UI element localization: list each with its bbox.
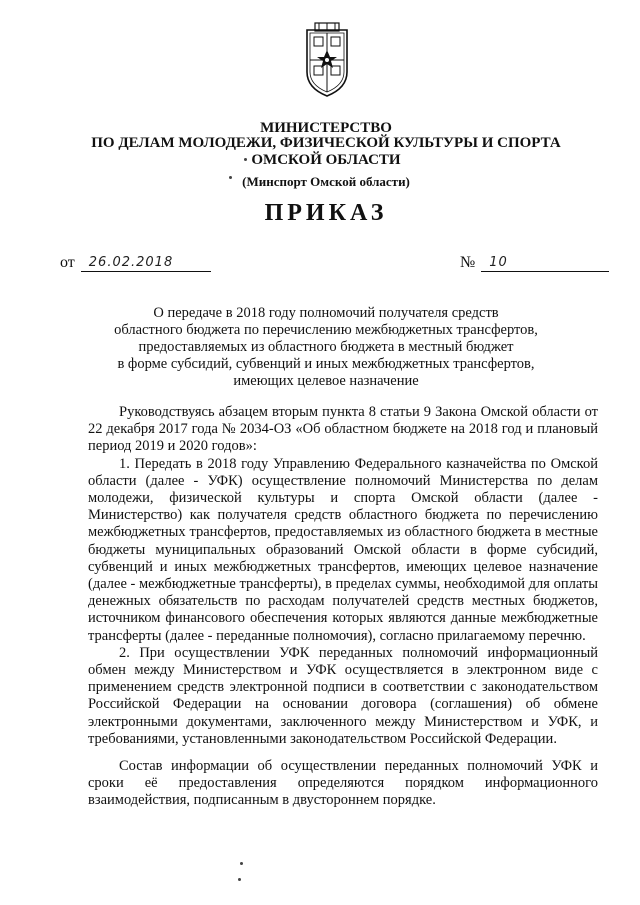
- scan-speck: [238, 878, 241, 881]
- date-handwritten: 26.02.2018: [88, 255, 174, 270]
- subject-line: имеющих целевое назначение: [233, 373, 419, 389]
- date-underline: [81, 253, 211, 272]
- order-subject: [80, 305, 572, 390]
- body-paragraph-3: Состав информации об осуществлении переданных полномочий УФК и сроки её предоставления определяются порядком информационного взаимодействия, подписанным в двустороннем порядке.: [88, 758, 598, 809]
- body-paragraph-preamble: Руководствуясь абзацем вторым пункта 8 статьи 9 Закона Омской области от 22 декабря 2017 года № 2034-ОЗ «Об областном бюджете на 2018 год и плановый период 2019 и 2020 годов»:: [88, 404, 598, 455]
- document-title: ПРИКАЗ: [264, 200, 388, 226]
- ministry-name-line-1: МИНИСТЕРСТВО: [260, 120, 392, 136]
- order-body: [88, 404, 598, 810]
- number-underline: [481, 253, 609, 272]
- body-paragraph-1: 1. Передать в 2018 году Управлению Федерального казначейства по Омской области (далее - УФК) осуществление полномочий Министерства по делам молодежи, физической культуры и спорта Омской области (далее - Министерство) как получателя средств областного бюджета по перечислению межбюджетных трансфертов, предоставляемых из областного бюджета в местные бюджеты муниципальных образований Омской области в форме субсидий, субвенций и иных межбюджетных трансфертов, имеющих целевое назначение (далее - межбюджетные трансферты), в пределах суммы, необходимой для оплаты денежных обязательств по расходам получателей средств местных бюджетов, источником финансового обеспечения которых являются данные межбюджетные трансферты (далее - переданные полномочия), согласно прилагаемому перечню.: [88, 455, 598, 644]
- ministry-short-name: (Минспорт Омской области): [242, 174, 410, 189]
- number-handwritten: 10: [489, 255, 508, 270]
- scan-speck: [229, 176, 232, 179]
- number-prefix: №: [460, 254, 476, 271]
- body-paragraph-2: 2. При осуществлении УФК переданных полномочий информационный обмен между Министерством и УФК осуществляется в электронном виде с применением средств электронной подписи в соответствии с законодательством Российской Федерации на основании договора (соглашения) об обмене электронными документами, заключенного между Министерством и УФК, и требованиями, установленными законодательством Российской Федерации.: [88, 644, 598, 747]
- coat-of-arms-emblem: [305, 22, 349, 98]
- date-field: [60, 253, 211, 272]
- scan-speck: [240, 862, 243, 865]
- subject-line: О передаче в 2018 году полномочий получателя средств: [153, 305, 499, 321]
- subject-line: предоставляемых из областного бюджета в местный бюджет: [138, 339, 514, 355]
- ministry-name-line-2: ПО ДЕЛАМ МОЛОДЕЖИ, ФИЗИЧЕСКОЙ КУЛЬТУРЫ И СПОРТА: [91, 135, 561, 151]
- scan-speck: [244, 158, 247, 161]
- date-prefix: от: [60, 254, 75, 271]
- number-field: [460, 253, 609, 272]
- ministry-name-line-3: ОМСКОЙ ОБЛАСТИ: [251, 152, 401, 168]
- subject-line: областного бюджета по перечислению межбюджетных трансфертов,: [114, 322, 538, 338]
- subject-line: в форме субсидий, субвенций и иных межбюджетных трансфертов,: [117, 356, 535, 372]
